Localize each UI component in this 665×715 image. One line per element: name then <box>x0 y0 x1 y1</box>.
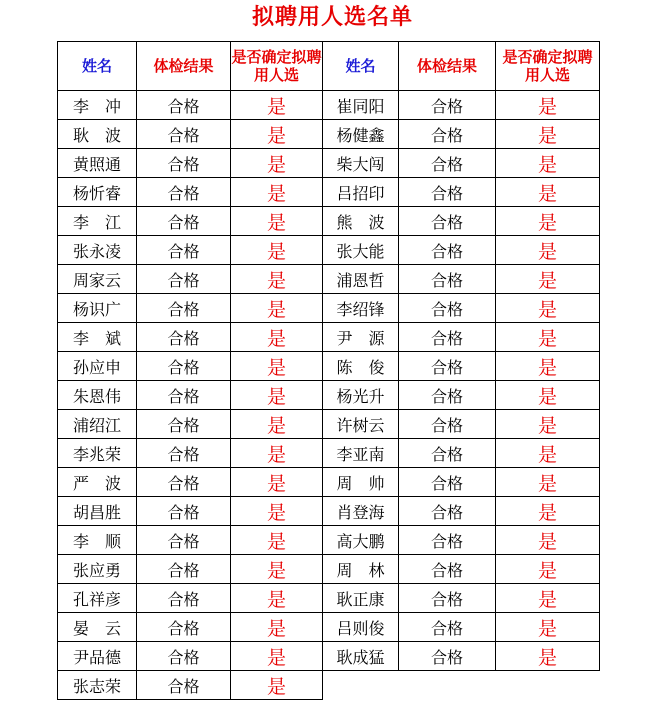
left-name-cell: 浦绍江 <box>58 410 137 439</box>
left-name-cell: 孙应申 <box>58 352 137 381</box>
right-name-cell: 崔同阳 <box>323 91 399 120</box>
left-name-cell: 黄照通 <box>58 149 137 178</box>
right-confirm-cell: 是 <box>496 352 600 381</box>
left-result-cell: 合格 <box>137 584 231 613</box>
table-row <box>58 352 600 381</box>
right-name-cell: 高大鹏 <box>323 526 399 555</box>
left-confirm-cell: 是 <box>231 584 323 613</box>
right-confirm-cell: 是 <box>496 381 600 410</box>
header-confirm-right: 是否确定拟聘用人选 <box>496 42 600 91</box>
table-row <box>58 526 600 555</box>
table-row <box>58 468 600 497</box>
right-name-cell: 尹 源 <box>323 323 399 352</box>
right-result-cell: 合格 <box>399 613 496 642</box>
empty-cell <box>323 671 600 700</box>
right-result-cell: 合格 <box>399 468 496 497</box>
left-confirm-cell: 是 <box>231 120 323 149</box>
left-confirm-cell: 是 <box>231 236 323 265</box>
left-result-cell: 合格 <box>137 526 231 555</box>
right-confirm-cell: 是 <box>496 236 600 265</box>
right-name-cell: 肖登海 <box>323 497 399 526</box>
right-result-cell: 合格 <box>399 381 496 410</box>
right-result-cell: 合格 <box>399 294 496 323</box>
right-result-cell: 合格 <box>399 555 496 584</box>
right-confirm-cell: 是 <box>496 120 600 149</box>
header-name-left: 姓名 <box>58 42 137 91</box>
left-name-cell: 严 波 <box>58 468 137 497</box>
right-result-cell: 合格 <box>399 526 496 555</box>
left-confirm-cell: 是 <box>231 294 323 323</box>
left-confirm-cell: 是 <box>231 149 323 178</box>
right-name-cell: 周 帅 <box>323 468 399 497</box>
right-name-cell: 李绍锋 <box>323 294 399 323</box>
right-confirm-cell: 是 <box>496 323 600 352</box>
right-confirm-cell: 是 <box>496 207 600 236</box>
left-confirm-cell: 是 <box>231 439 323 468</box>
right-name-cell: 耿正康 <box>323 584 399 613</box>
left-name-cell: 杨识广 <box>58 294 137 323</box>
right-name-cell: 李亚南 <box>323 439 399 468</box>
table-row <box>58 671 600 700</box>
left-name-cell: 朱恩伟 <box>58 381 137 410</box>
left-name-cell: 周家云 <box>58 265 137 294</box>
right-name-cell: 吕则俊 <box>323 613 399 642</box>
right-name-cell: 许树云 <box>323 410 399 439</box>
left-result-cell: 合格 <box>137 207 231 236</box>
right-result-cell: 合格 <box>399 352 496 381</box>
left-result-cell: 合格 <box>137 178 231 207</box>
right-confirm-cell: 是 <box>496 294 600 323</box>
right-confirm-cell: 是 <box>496 613 600 642</box>
header-name-right: 姓名 <box>323 42 399 91</box>
left-result-cell: 合格 <box>137 439 231 468</box>
right-result-cell: 合格 <box>399 410 496 439</box>
left-result-cell: 合格 <box>137 149 231 178</box>
table-row <box>58 381 600 410</box>
left-name-cell: 张志荣 <box>58 671 137 700</box>
left-result-cell: 合格 <box>137 555 231 584</box>
left-name-cell: 杨忻睿 <box>58 178 137 207</box>
table-row <box>58 439 600 468</box>
left-confirm-cell: 是 <box>231 642 323 671</box>
table-row <box>58 497 600 526</box>
left-name-cell: 胡昌胜 <box>58 497 137 526</box>
right-confirm-cell: 是 <box>496 584 600 613</box>
right-confirm-cell: 是 <box>496 468 600 497</box>
left-confirm-cell: 是 <box>231 323 323 352</box>
left-name-cell: 晏 云 <box>58 613 137 642</box>
left-confirm-cell: 是 <box>231 613 323 642</box>
right-name-cell: 杨光升 <box>323 381 399 410</box>
table-row <box>58 149 600 178</box>
right-confirm-cell: 是 <box>496 642 600 671</box>
table-row <box>58 120 600 149</box>
left-result-cell: 合格 <box>137 323 231 352</box>
right-result-cell: 合格 <box>399 265 496 294</box>
right-result-cell: 合格 <box>399 439 496 468</box>
left-confirm-cell: 是 <box>231 410 323 439</box>
right-confirm-cell: 是 <box>496 265 600 294</box>
left-confirm-cell: 是 <box>231 265 323 294</box>
right-confirm-cell: 是 <box>496 555 600 584</box>
left-result-cell: 合格 <box>137 410 231 439</box>
table-row <box>58 555 600 584</box>
left-result-cell: 合格 <box>137 642 231 671</box>
right-result-cell: 合格 <box>399 497 496 526</box>
right-name-cell: 周 林 <box>323 555 399 584</box>
table-row <box>58 323 600 352</box>
right-name-cell: 杨健鑫 <box>323 120 399 149</box>
right-result-cell: 合格 <box>399 236 496 265</box>
right-name-cell: 陈 俊 <box>323 352 399 381</box>
header-confirm-left: 是否确定拟聘用人选 <box>231 42 323 91</box>
right-result-cell: 合格 <box>399 584 496 613</box>
left-result-cell: 合格 <box>137 497 231 526</box>
left-result-cell: 合格 <box>137 265 231 294</box>
right-name-cell: 熊 波 <box>323 207 399 236</box>
right-confirm-cell: 是 <box>496 526 600 555</box>
right-result-cell: 合格 <box>399 178 496 207</box>
table-row <box>58 265 600 294</box>
table-row <box>58 613 600 642</box>
left-name-cell: 张永凌 <box>58 236 137 265</box>
right-result-cell: 合格 <box>399 323 496 352</box>
left-result-cell: 合格 <box>137 671 231 700</box>
left-name-cell: 李兆荣 <box>58 439 137 468</box>
left-name-cell: 尹品德 <box>58 642 137 671</box>
right-confirm-cell: 是 <box>496 410 600 439</box>
left-confirm-cell: 是 <box>231 207 323 236</box>
table-row <box>58 584 600 613</box>
left-name-cell: 孔祥彦 <box>58 584 137 613</box>
left-result-cell: 合格 <box>137 381 231 410</box>
left-confirm-cell: 是 <box>231 178 323 207</box>
right-name-cell: 柴大闯 <box>323 149 399 178</box>
left-confirm-cell: 是 <box>231 91 323 120</box>
right-result-cell: 合格 <box>399 207 496 236</box>
left-name-cell: 李 顺 <box>58 526 137 555</box>
table-row <box>58 178 600 207</box>
left-result-cell: 合格 <box>137 294 231 323</box>
left-confirm-cell: 是 <box>231 526 323 555</box>
left-result-cell: 合格 <box>137 91 231 120</box>
right-result-cell: 合格 <box>399 642 496 671</box>
header-result-left: 体检结果 <box>137 42 231 91</box>
left-name-cell: 李 斌 <box>58 323 137 352</box>
left-result-cell: 合格 <box>137 120 231 149</box>
left-name-cell: 张应勇 <box>58 555 137 584</box>
document-title: 拟聘用人选名单 <box>251 5 413 30</box>
left-confirm-cell: 是 <box>231 381 323 410</box>
left-confirm-cell: 是 <box>231 671 323 700</box>
table-header-row <box>58 42 600 91</box>
right-result-cell: 合格 <box>399 149 496 178</box>
right-confirm-cell: 是 <box>496 497 600 526</box>
right-confirm-cell: 是 <box>496 439 600 468</box>
table-row <box>58 642 600 671</box>
candidate-table <box>57 41 600 700</box>
right-confirm-cell: 是 <box>496 91 600 120</box>
left-result-cell: 合格 <box>137 236 231 265</box>
right-name-cell: 浦恩哲 <box>323 265 399 294</box>
right-result-cell: 合格 <box>399 120 496 149</box>
right-name-cell: 耿成猛 <box>323 642 399 671</box>
header-result-right: 体检结果 <box>399 42 496 91</box>
left-confirm-cell: 是 <box>231 555 323 584</box>
right-name-cell: 吕招印 <box>323 178 399 207</box>
left-name-cell: 李 江 <box>58 207 137 236</box>
left-confirm-cell: 是 <box>231 468 323 497</box>
table-row <box>58 236 600 265</box>
left-name-cell: 耿 波 <box>58 120 137 149</box>
left-result-cell: 合格 <box>137 352 231 381</box>
right-confirm-cell: 是 <box>496 178 600 207</box>
left-confirm-cell: 是 <box>231 497 323 526</box>
left-confirm-cell: 是 <box>231 352 323 381</box>
right-name-cell: 张大能 <box>323 236 399 265</box>
table-row <box>58 207 600 236</box>
table-row <box>58 294 600 323</box>
table-row <box>58 91 600 120</box>
left-result-cell: 合格 <box>137 468 231 497</box>
right-result-cell: 合格 <box>399 91 496 120</box>
right-confirm-cell: 是 <box>496 149 600 178</box>
left-result-cell: 合格 <box>137 613 231 642</box>
table-row <box>58 410 600 439</box>
left-name-cell: 李 冲 <box>58 91 137 120</box>
